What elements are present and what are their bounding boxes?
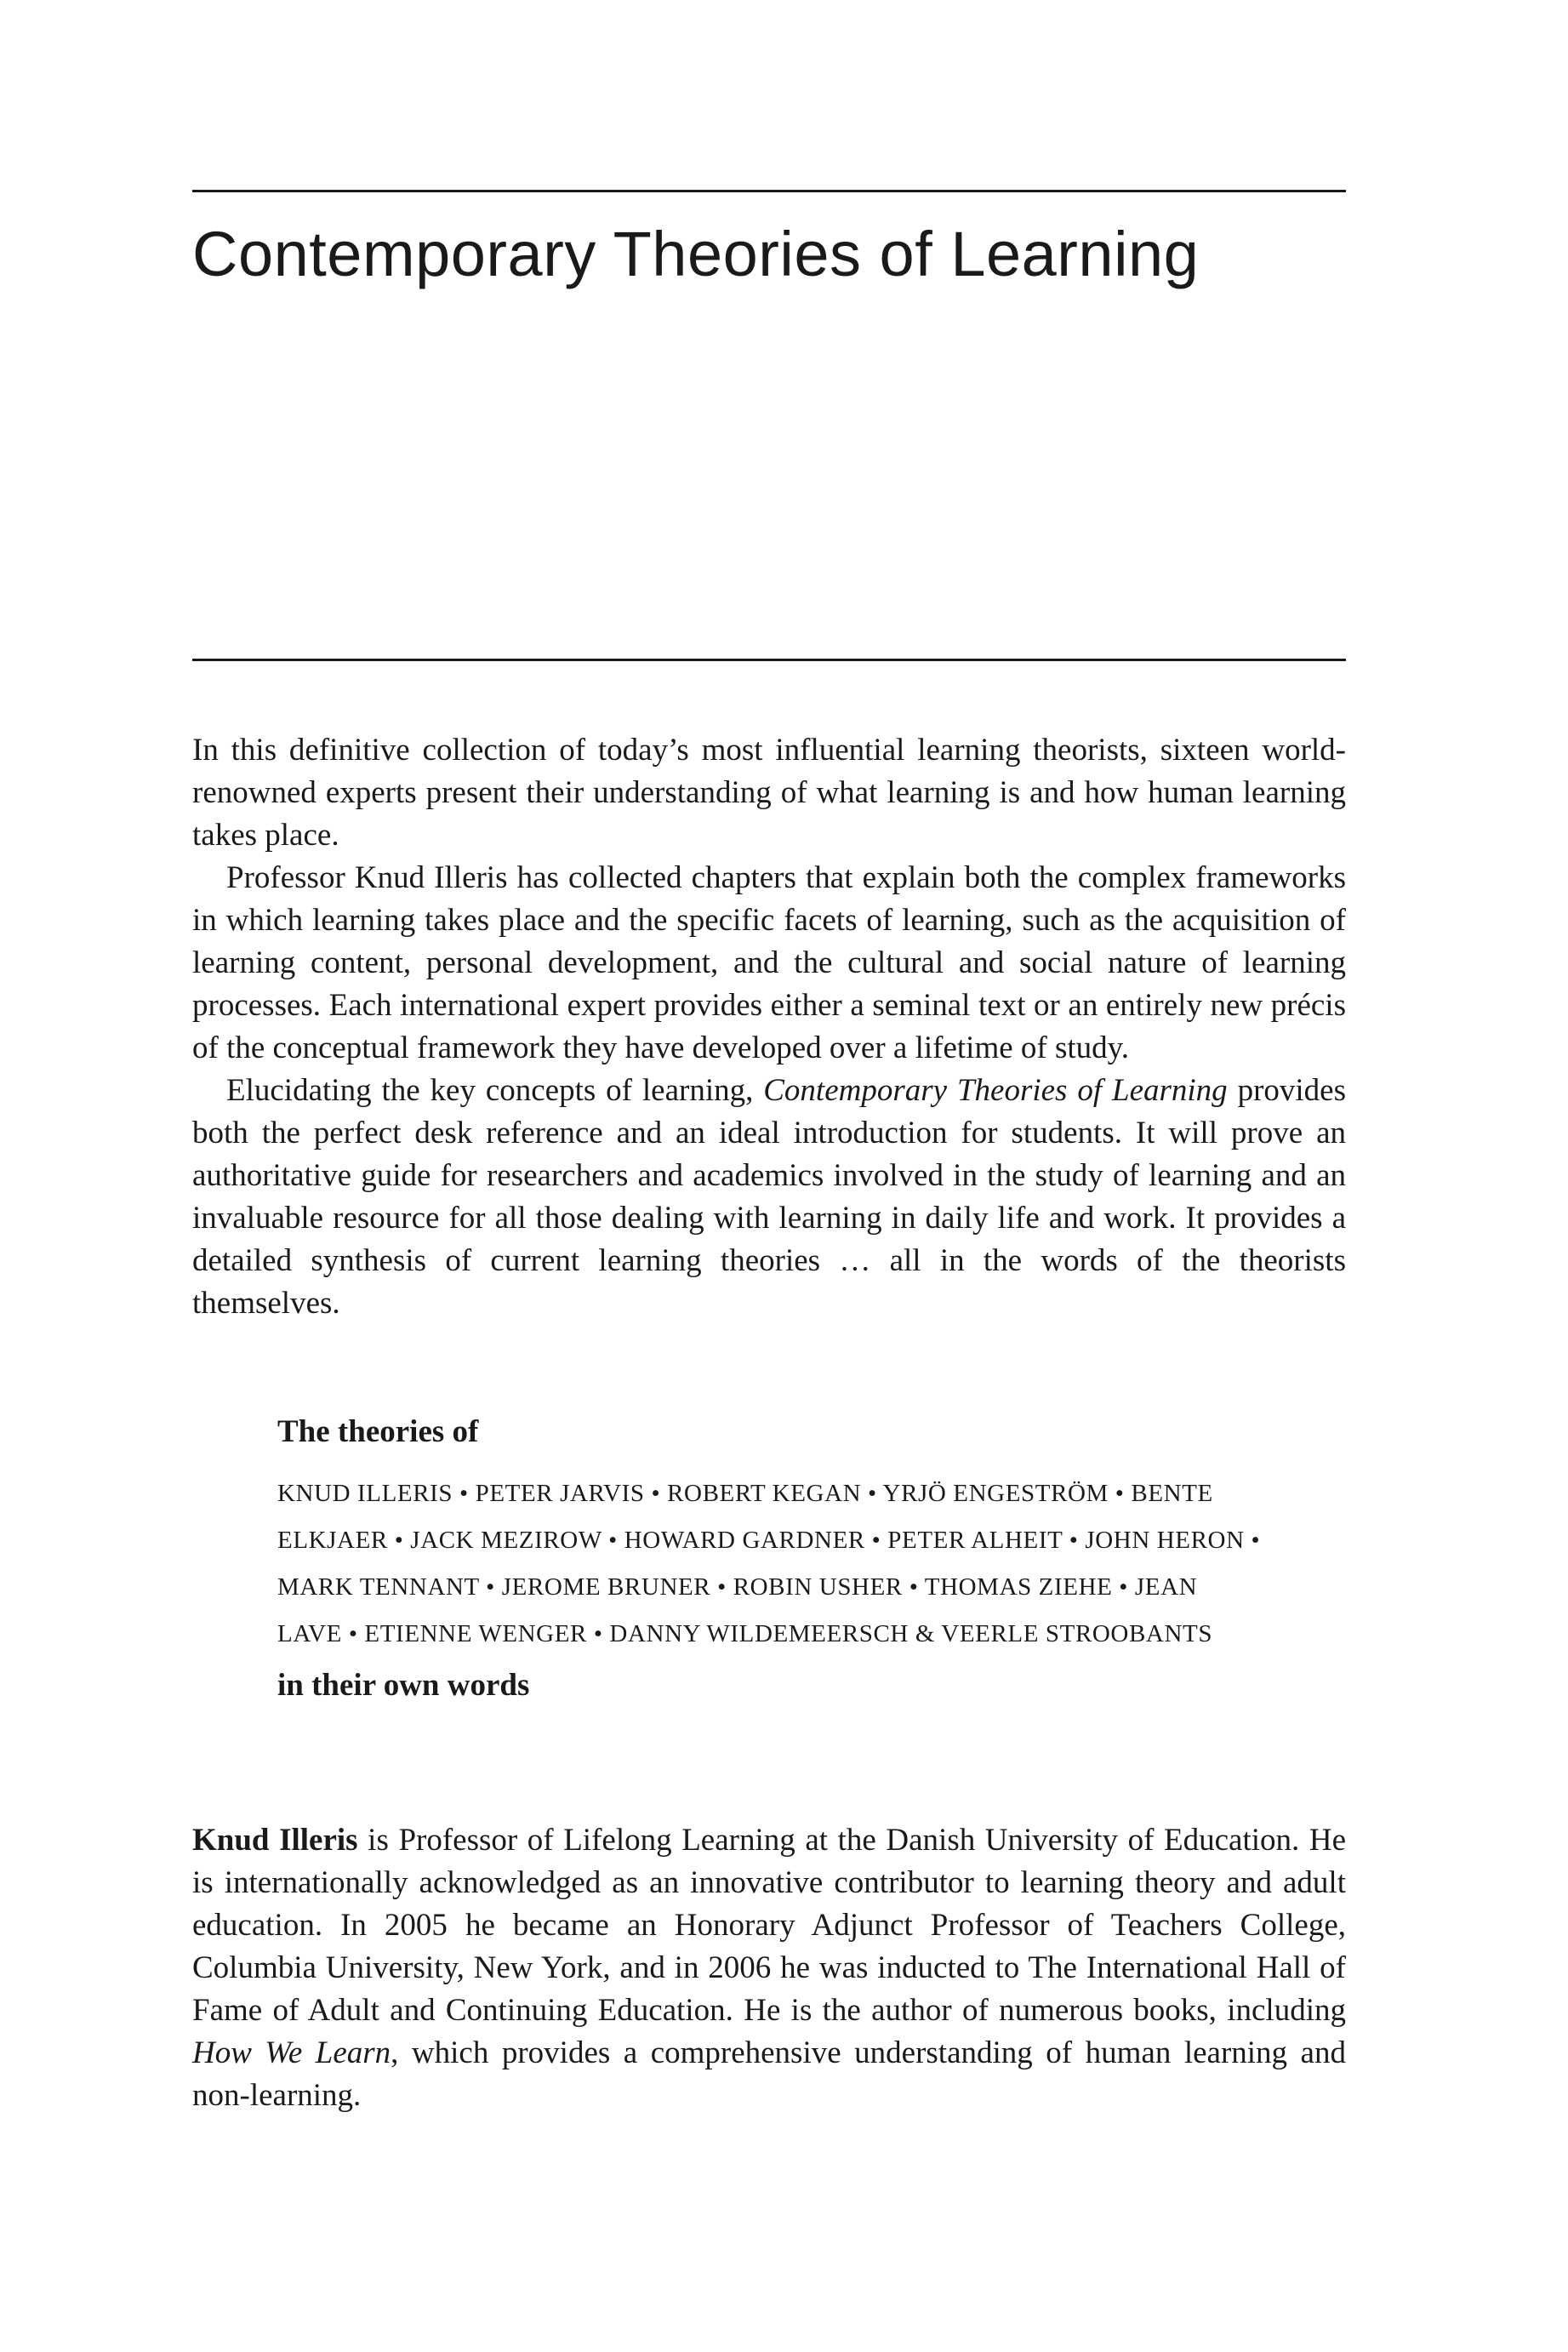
bottom-rule <box>192 659 1346 661</box>
blurb-paragraph-2: Professor Knud Illeris has collected chapters that explain both the complex frameworks in which learning takes place and the specific facets of learning, such as the acquisition of learning content, personal development, and the cultural and social nature of learning processes. Each international expert provides either a seminal text or an entirely new précis of the conceptual framework they have developed over a lifetime of study. <box>192 860 1346 1065</box>
bio-text-1: is Professor of Lifelong Learning at the Danish University of Education. He is internationally acknowledged as an innovative contributor to learning theory and adult education. In 2005 he became an Honorary Adjunct Professor of Teachers College, Columbia University, New York, and in 2006 he was inducted to The International Hall of Fame of Adult and Continuing Education. He is the author of numerous books, including <box>192 1823 1346 2028</box>
page-title: Contemporary Theories of Learning <box>192 219 1200 289</box>
blurb-paragraph-3 <box>192 1070 1346 1325</box>
blurb-section <box>192 729 1346 1325</box>
book-title-italic: Contemporary Theories of Learning <box>763 1073 1228 1108</box>
top-rule <box>192 190 1346 192</box>
author-name: Knud Illeris <box>192 1823 358 1858</box>
theorists-list: KNUD ILLERIS • PETER JARVIS • ROBERT KEGAN • YRJÖ ENGESTRÖM • BENTE ELKJAER • JACK MEZIROW • HOWARD GARDNER • PETER ALHEIT • JOHN HERON • MARK TENNANT • JEROME BRUNER • ROBIN USHER • THOMAS ZIEHE • JEAN LAVE • ETIENNE WENGER • DANNY WILDEMEERSCH & VEERLE STROOBANTS <box>277 1480 1261 1647</box>
bio-text-2: , which provides a comprehensive understanding of human learning and non-learning. <box>192 2035 1346 2113</box>
theorists-section <box>277 1411 1264 1707</box>
author-bio <box>192 1819 1346 2117</box>
theories-heading: The theories of <box>277 1414 479 1449</box>
blurb-paragraph-3-start: Elucidating the key concepts of learning, <box>226 1073 764 1108</box>
bio-book-title: How We Learn <box>192 2035 391 2070</box>
blurb-paragraph-1: In this definitive collection of today’s most influential learning theorists, sixteen world-renowned experts present their understanding of what learning is and how human learning takes place. <box>192 733 1346 853</box>
theories-footer: in their own words <box>277 1668 530 1703</box>
blurb-paragraph-3-end: provides both the perfect desk reference and an ideal introduction for students. It will prove an authoritative guide for researchers and academics involved in the study of learning and an invaluable resource for all those dealing with learning in daily life and work. It provides a detailed synthesis of current learning theories … all in the words of the theorists themselves. <box>192 1073 1346 1321</box>
